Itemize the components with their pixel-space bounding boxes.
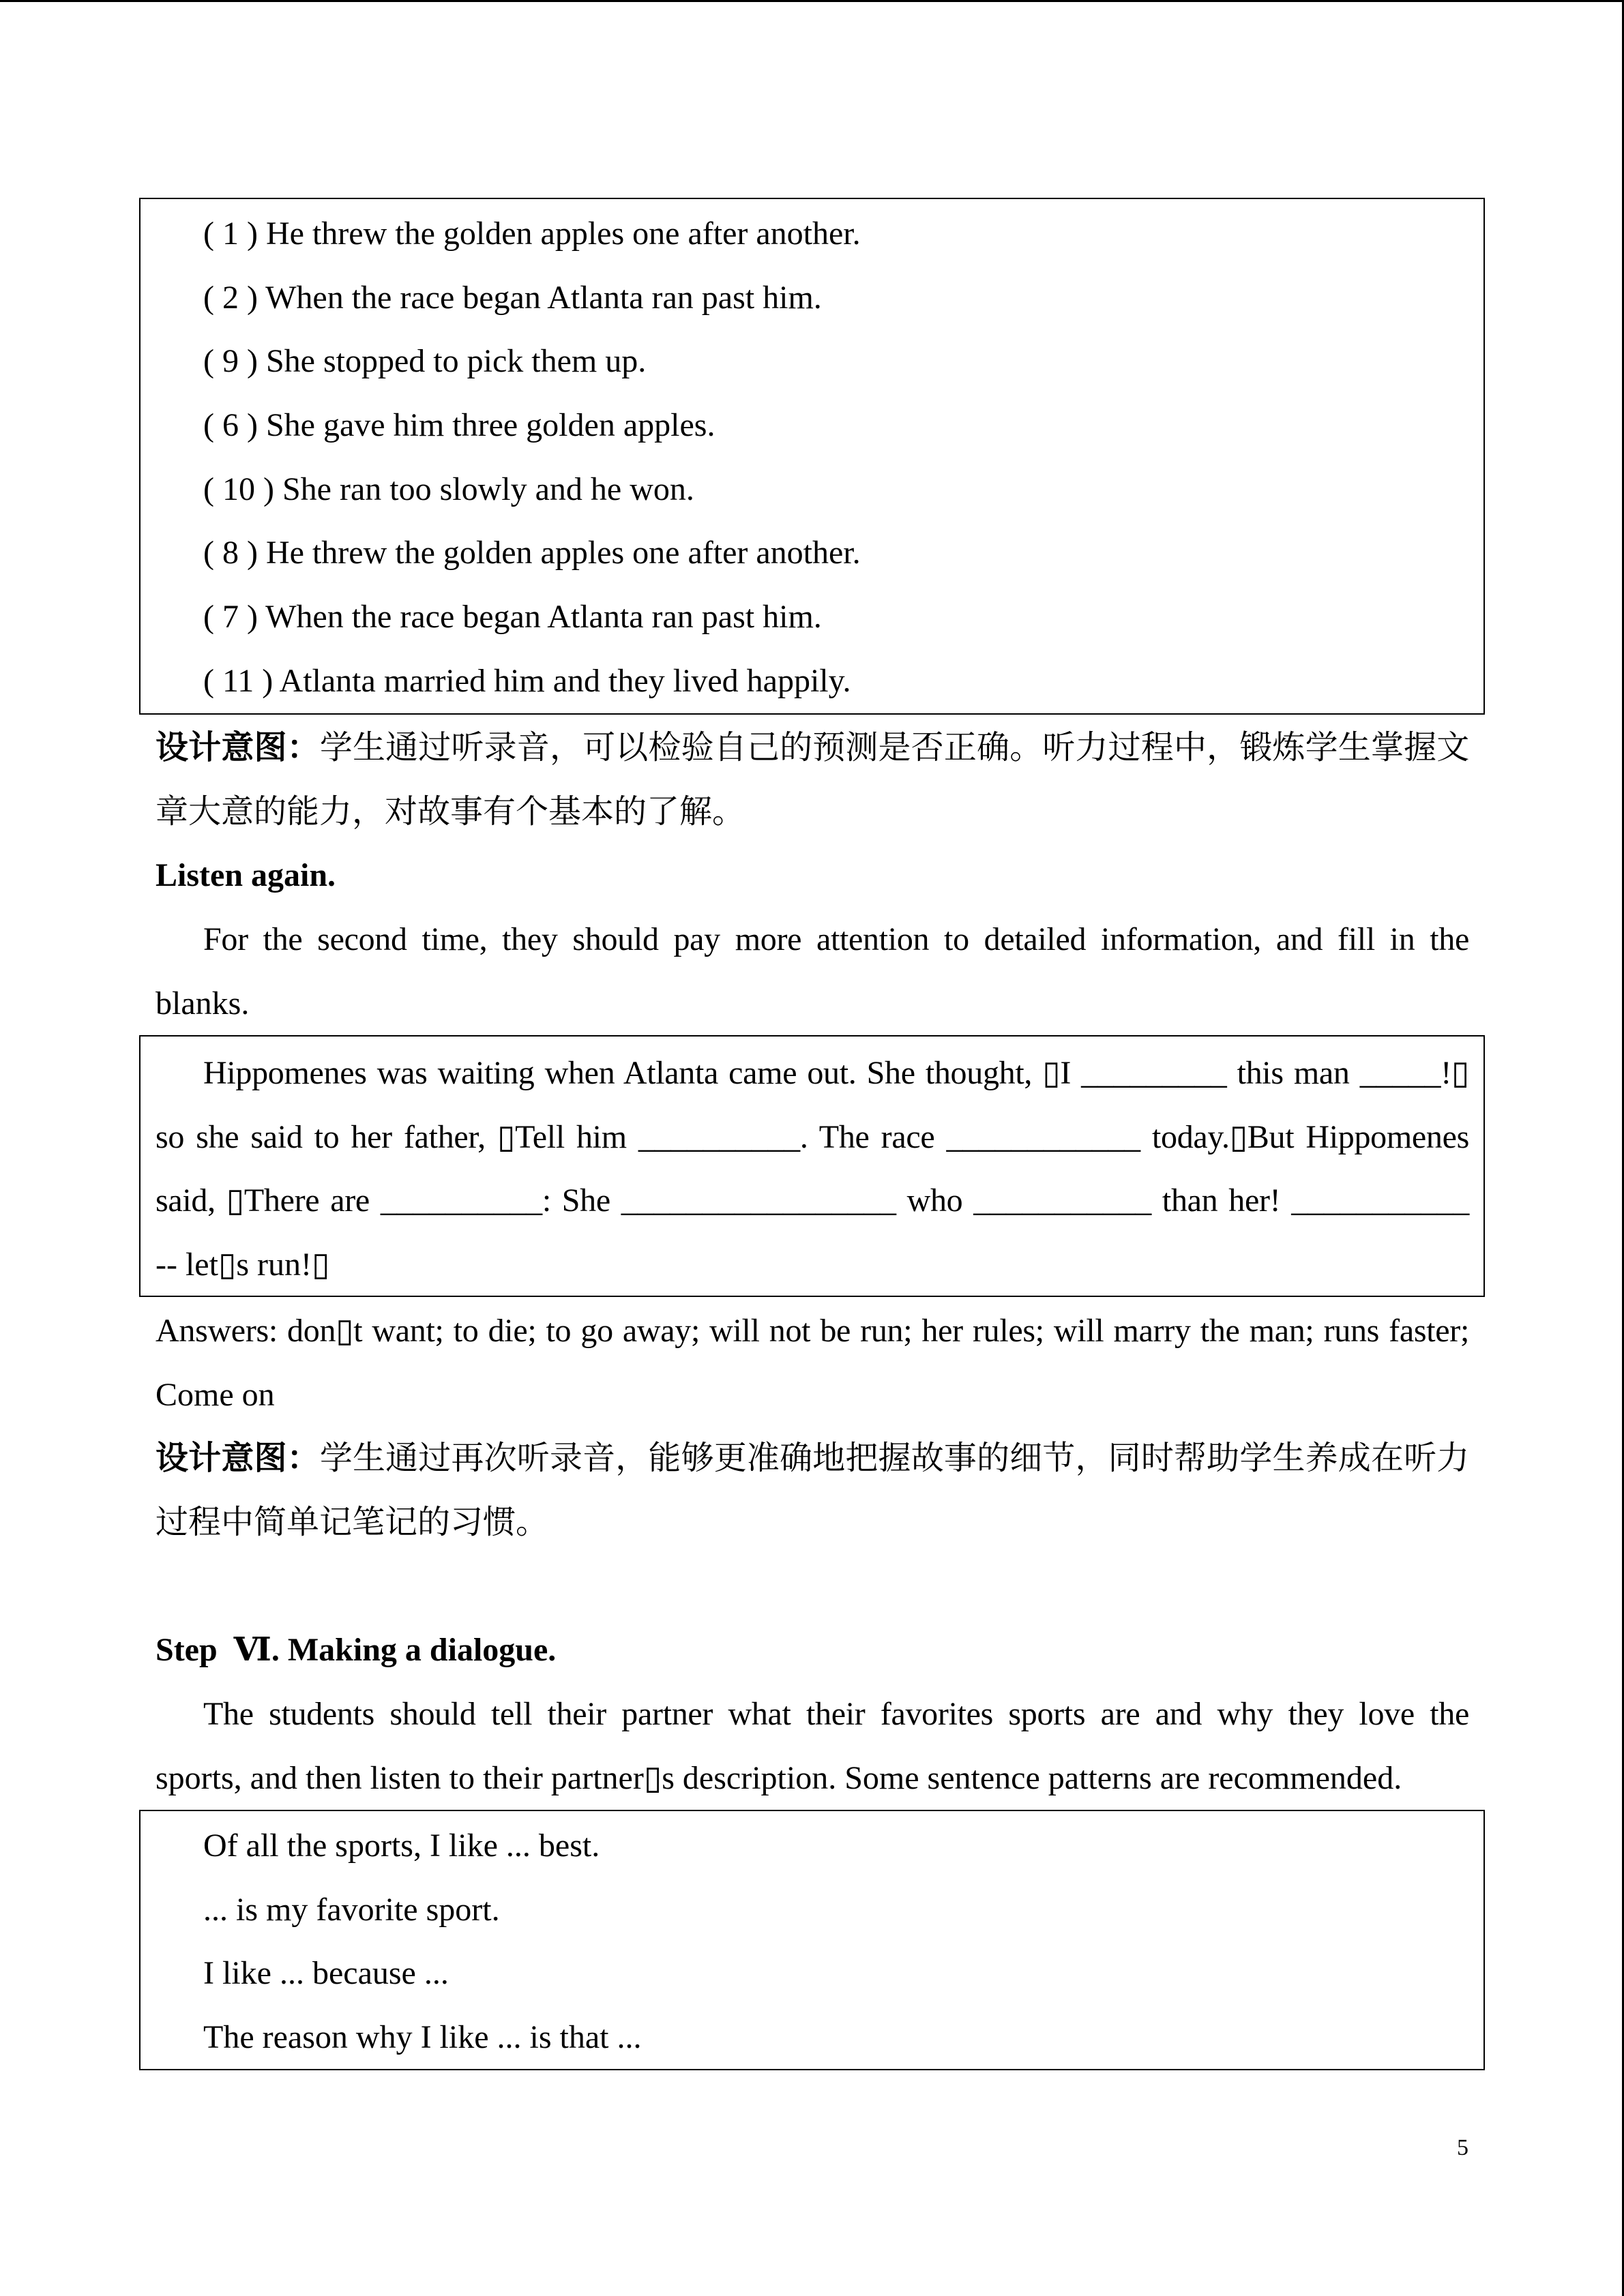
listening-section <box>156 716 1469 1035</box>
top-border-line <box>0 0 1624 2</box>
ordering-item: ( 11 ) Atlanta married him and they lived happily. <box>203 662 851 699</box>
listen-again-paragraph-line: blanks. <box>156 985 250 1022</box>
blank-line <box>156 1555 1469 1619</box>
sentence-pattern: I like ... because ... <box>203 1955 449 1992</box>
design-intent-2-line-1 <box>156 1427 1469 1491</box>
ordering-item: ( 2 ) When the race began Atlanta ran past him. <box>203 279 822 316</box>
listen-again-heading: Listen again. <box>156 857 336 894</box>
design-intent-1-line-2: 章大意的能力，对故事有个基本的了解。 <box>156 793 745 830</box>
ordering-item: ( 7 ) When the race began Atlanta ran past him. <box>203 599 822 636</box>
answers-line: Come on <box>156 1376 275 1413</box>
design-intent-text: 学生通过再次听录音，能够更准确地把握故事的细节，同时帮助学生养成在听力 <box>319 1440 1469 1477</box>
sentence-pattern: ... is my favorite sport. <box>203 1891 500 1928</box>
step-6-paragraph-line: The students should tell their partner what their favorites sports are and why they love the <box>203 1696 1469 1733</box>
ordering-item: ( 6 ) She gave him three golden apples. <box>203 407 715 444</box>
step-6-heading: Step Ⅵ. Making a dialogue. <box>156 1632 557 1669</box>
design-intent-label: 设计意图： <box>156 730 320 766</box>
ordering-item: ( 8 ) He threw the golden apples one after another. <box>203 535 861 571</box>
answers-and-step-section <box>156 1299 1469 1810</box>
ordering-box <box>139 198 1485 715</box>
cloze-line: -- let▯s run!▯ <box>156 1247 330 1283</box>
cloze-line: Hippomenes was waiting when Atlanta came out. She thought, ▯I _________ this man _____!▯ <box>203 1055 1469 1091</box>
sentence-pattern: The reason why I like ... is that ... <box>203 2019 642 2056</box>
sentence-pattern: Of all the sports, I like ... best. <box>203 1828 600 1864</box>
page-number: 5 <box>1457 2135 1468 2160</box>
answers-line: Answers: don▯t want; to die; to go away; will not be run; her rules; will marry the man; runs faster; <box>156 1313 1469 1349</box>
design-intent-label: 设计意图： <box>156 1440 320 1477</box>
design-intent-2-line-2: 过程中简单记笔记的习惯。 <box>156 1504 549 1541</box>
sentence-patterns-box <box>139 1810 1485 2070</box>
design-intent-1-line-1 <box>156 716 1469 780</box>
ordering-item: ( 10 ) She ran too slowly and he won. <box>203 471 694 507</box>
ordering-item: ( 9 ) She stopped to pick them up. <box>203 343 647 380</box>
cloze-line: said, ▯There are __________: She _________________ who ___________ than her! ___________ <box>156 1182 1469 1219</box>
step-6-paragraph-line: sports, and then listen to their partner▯s description. Some sentence patterns are recommended. <box>156 1759 1402 1796</box>
design-intent-text: 学生通过听录音，可以检验自己的预测是否正确。听力过程中，锻炼学生掌握文 <box>319 730 1469 766</box>
ordering-item: ( 1 ) He threw the golden apples one after another. <box>203 215 861 252</box>
cloze-line: so she said to her father, ▯Tell him __________. The race ____________ today.▯But Hippomenes <box>156 1118 1469 1155</box>
listen-again-paragraph-line: For the second time, they should pay more attention to detailed information, and fill in the <box>203 921 1469 958</box>
cloze-box <box>139 1035 1485 1297</box>
